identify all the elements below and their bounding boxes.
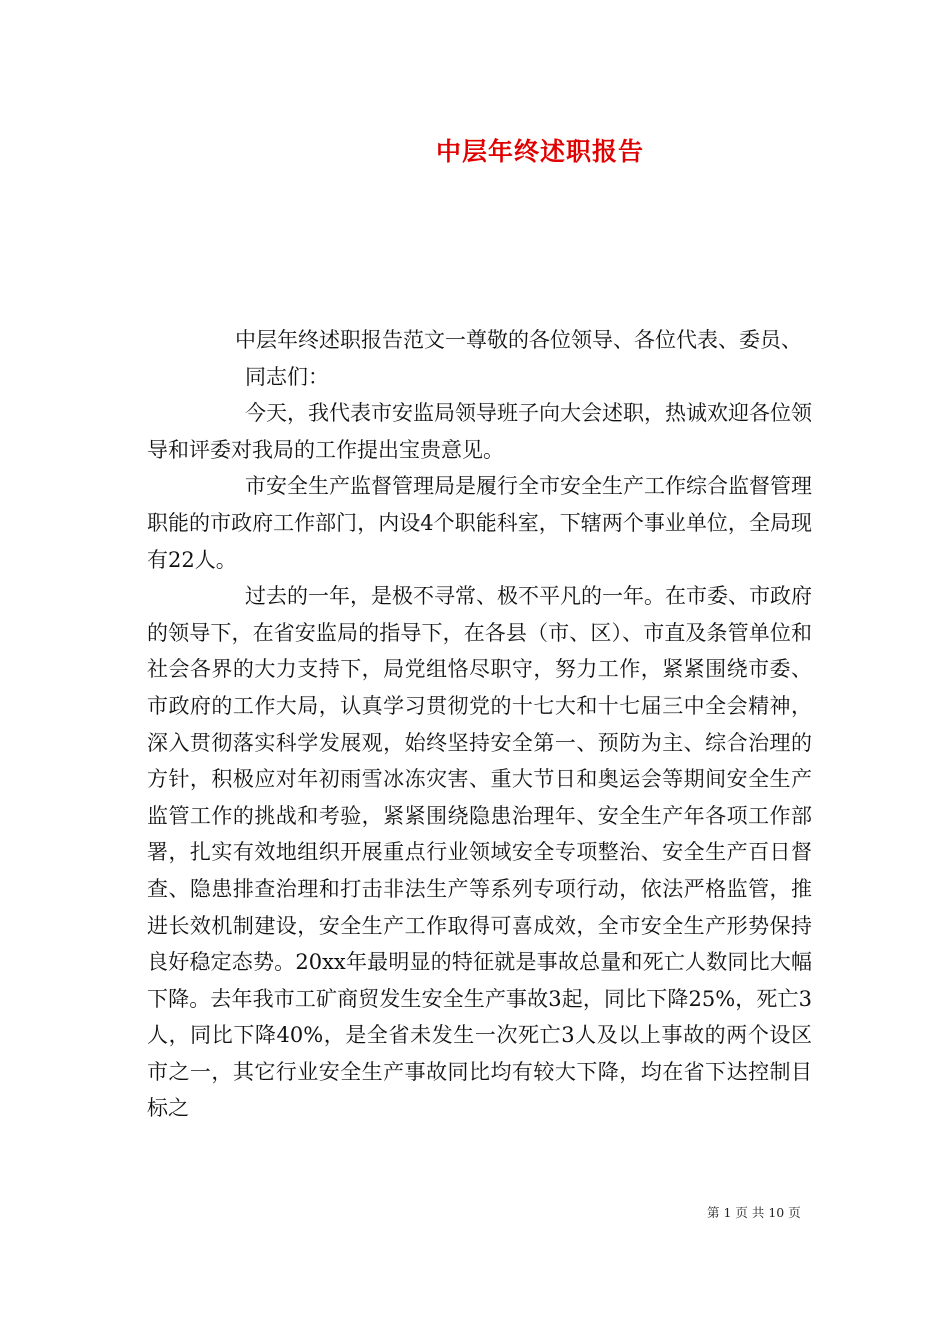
paragraph-opening: 今天，我代表市安监局领导班子向大会述职，热诚欢迎各位领导和评委对我局的工作提出宝贵意见。 (147, 401, 812, 462)
paragraph-greeting: 同志们： (245, 364, 329, 389)
document-body (147, 322, 812, 1127)
paragraph-salutation: 中层年终述职报告范文一尊敬的各位领导、各位代表、委员、 (235, 328, 802, 352)
page-number-footer: 第 1 页 共 10 页 (707, 1205, 801, 1220)
paragraph-bureau-intro: 市安全生产监督管理局是履行全市安全生产工作综合监督管理职能的市政府工作部门，内设4个职能科室，下辖两个事业单位，全局现有22人。 (147, 474, 812, 572)
paragraph-year-review: 过去的一年，是极不寻常、极不平凡的一年。在市委、市政府的领导下，在省安监局的指导下，在各县（市、区）、市直及条管单位和社会各界的大力支持下，局党组恪尽职守，努力工作，紧紧围绕市委、市政府的工作大局，认真学习贯彻党的十七大和十七届三中全会精神，深入贯彻落实科学发展观，始终坚持安全第一、预防为主、综合治理的方针，积极应对年初雨雪冰冻灾害、重大节日和奥运会等期间安全生产监管工作的挑战和考验，紧紧围绕隐患治理年、安全生产年各项工作部署，扎实有效地组织开展重点行业领域安全专项整治、安全生产百日督查、隐患排查治理和打击非法生产等系列专项行动，依法严格监管，推进长效机制建设，安全生产工作取得可喜成效，全市安全生产形势保持良好稳定态势。20xx年最明显的特征就是事故总量和死亡人数同比大幅下降。去年我市工矿商贸发生安全生产事故3起，同比下降25%，死亡3人，同比下降40%，是全省未发生一次死亡3人及以上事故的两个设区市之一，其它行业安全生产事故同比均有较大下降，均在省下达控制目标之 (147, 584, 812, 1121)
page-title: 中层年终述职报告 (435, 137, 644, 166)
